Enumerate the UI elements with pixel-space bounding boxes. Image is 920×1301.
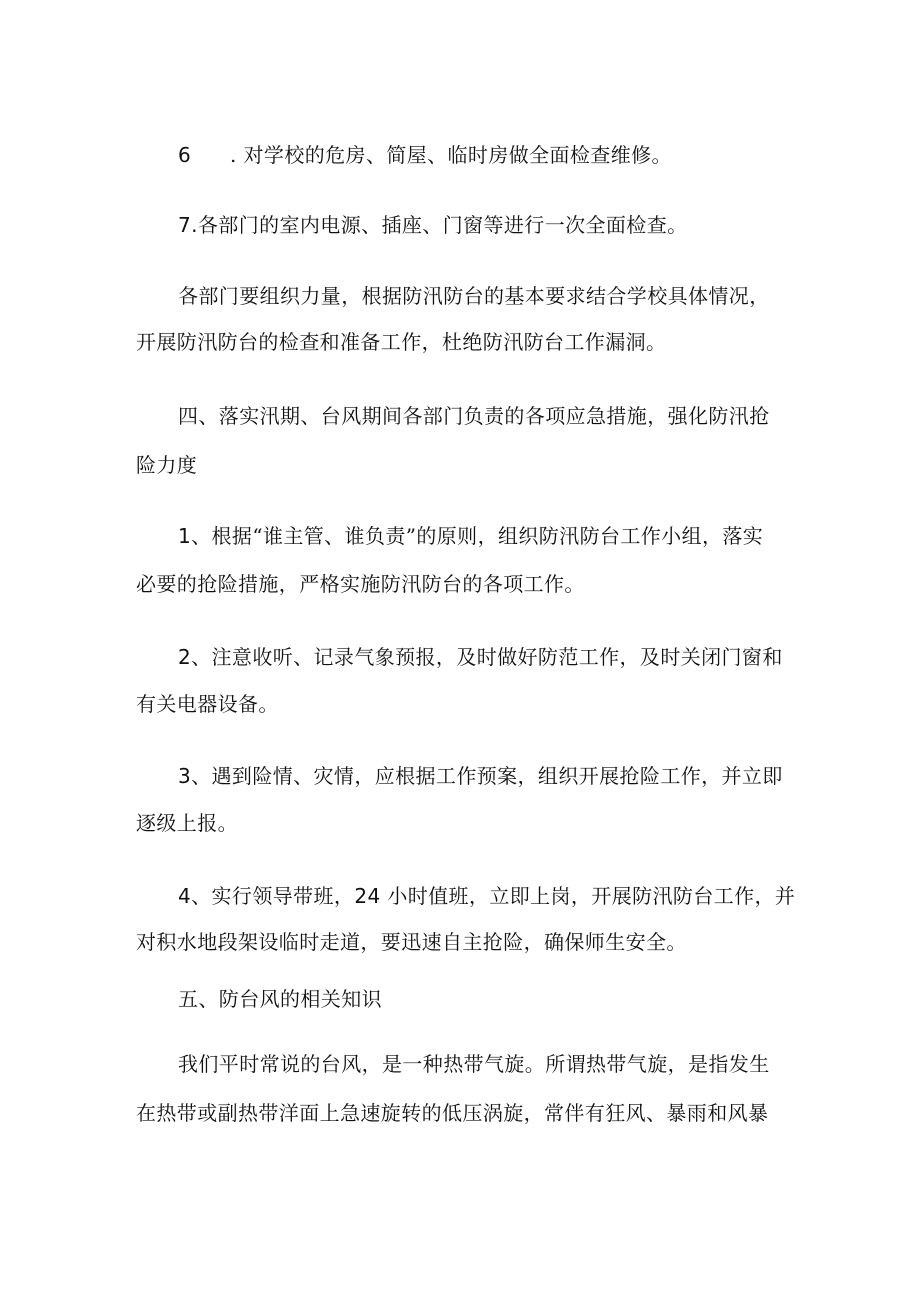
item-text: 、实行领导带班， <box>191 884 355 908</box>
item-text: 、根据“谁主管、谁负责”的原则，组织防汛防台工作小组，落实 <box>191 524 764 548</box>
measure-3-line-1 <box>178 764 838 788</box>
item-number: 6 <box>178 143 192 167</box>
measure-2-line-1 <box>178 645 838 669</box>
list-item-6 <box>178 143 838 167</box>
item-text: 、遇到险情、灾情，应根据工作预案，组织开展抢险工作，并立即 <box>191 764 783 788</box>
paragraph-prepare-line-2: 开展防汛防台的检查和准备工作，杜绝防汛防台工作漏洞。 <box>136 330 667 354</box>
item-text: 各部门的室内电源、插座、门窗等进行一次全面检查。 <box>197 213 688 237</box>
measure-2-line-2: 有关电器设备。 <box>136 692 279 716</box>
item-number: 1 <box>178 524 192 548</box>
hours-number: 24 <box>354 884 381 908</box>
measure-4-line-2: 对积水地段架设临时走道，要迅速自主抢险，确保师生安全。 <box>136 930 687 954</box>
paragraph-prepare-line-1: 各部门要组织力量，根据防汛防台的基本要求结合学校具体情况， <box>178 284 770 308</box>
item-number: 2 <box>178 645 192 669</box>
paragraph-typhoon-line-1: 我们平时常说的台风，是一种热带气旋。所谓热带气旋，是指发生 <box>178 1052 770 1076</box>
item-text: 、注意收听、记录气象预报，及时做好防范工作，及时关闭门窗和 <box>191 645 783 669</box>
section-5-heading: 五、防台风的相关知识 <box>178 987 382 1011</box>
list-item-7 <box>178 213 838 237</box>
section-4-heading-line-2: 险力度 <box>136 453 198 477</box>
item-number: 7. <box>178 213 198 237</box>
measure-1-line-1 <box>178 524 838 548</box>
measure-4-line-1 <box>178 884 838 908</box>
item-number: 3 <box>178 764 192 788</box>
measure-3-line-2: 逐级上报。 <box>136 811 238 835</box>
item-text: 小时值班，立即上岗，开展防汛防台工作，并 <box>380 884 796 908</box>
paragraph-typhoon-line-2: 在热带或副热带洋面上急速旋转的低压涡旋，常伴有狂风、暴雨和风暴 <box>136 1101 769 1125</box>
item-number: 4 <box>178 884 192 908</box>
section-4-heading-line-1: 四、落实汛期、台风期间各部门负责的各项应急措施，强化防汛抢 <box>178 404 770 428</box>
measure-1-line-2: 必要的抢险措施，严格实施防汛防台的各项工作。 <box>136 572 585 596</box>
item-text: . 对学校的危房、简屋、临时房做全面检查维修。 <box>230 143 672 167</box>
